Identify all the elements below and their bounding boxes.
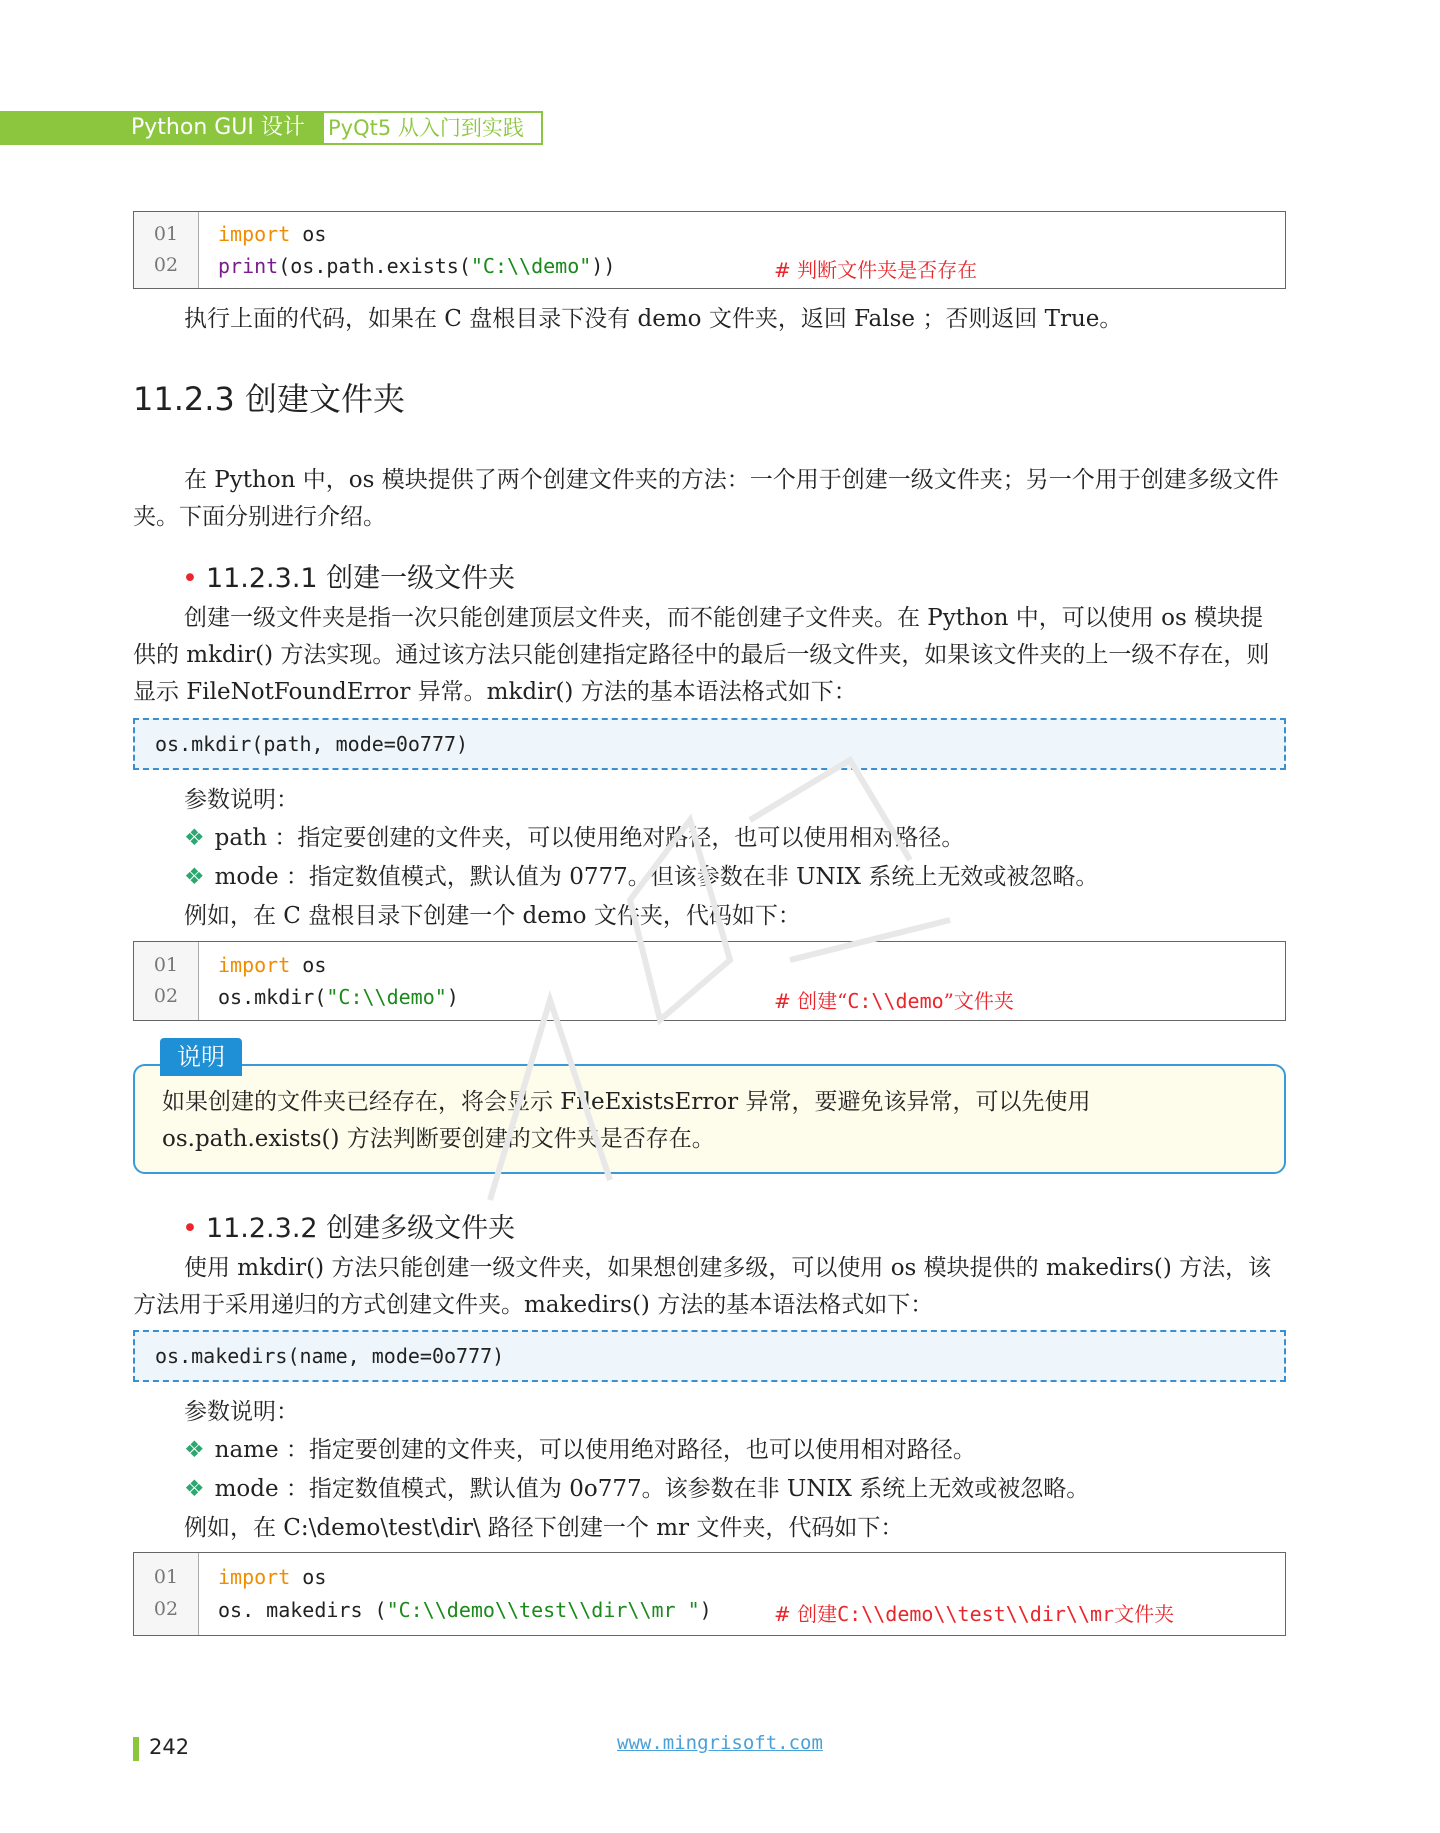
code-text: ) bbox=[699, 1598, 712, 1622]
note-tab: 说明 bbox=[160, 1038, 242, 1076]
book-subtitle: PyQt5 从入门到实践 bbox=[322, 111, 543, 145]
page-number: 242 bbox=[149, 1735, 190, 1759]
code-text: (os.path.exists( bbox=[278, 254, 471, 278]
code-line bbox=[218, 222, 326, 246]
code-string: "C:\\demo" bbox=[326, 985, 447, 1009]
code-comment: # 创建“C:\\demo”文件夹 bbox=[774, 989, 1014, 1013]
code-line bbox=[218, 1565, 326, 1589]
syntax-block: os.mkdir(path, mode=0o777) bbox=[133, 718, 1286, 770]
param-item: ❖ path ：指定要创建的文件夹，可以使用绝对路径，也可以使用相对路径。 bbox=[184, 825, 965, 851]
code-line bbox=[218, 985, 459, 1009]
diamond-bullet-icon: ❖ bbox=[184, 1437, 205, 1463]
diamond-bullet-icon: ❖ bbox=[184, 825, 205, 851]
line-number: 01 bbox=[153, 954, 179, 976]
line-number: 01 bbox=[153, 223, 179, 245]
line-number: 01 bbox=[153, 1566, 179, 1588]
book-title: Python GUI 设计 bbox=[0, 111, 322, 145]
subsection-title: 11.2.3.2 创建多级文件夹 bbox=[205, 1213, 516, 1244]
paragraph: 在 Python 中，os 模块提供了两个创建文件夹的方法：一个用于创建一级文件夹；另一个用于创建多级文件夹。下面分别进行介绍。 bbox=[133, 467, 1279, 530]
code-function: print bbox=[218, 254, 279, 278]
code-comment: # 判断文件夹是否存在 bbox=[774, 258, 978, 282]
param-item: ❖ mode ：指定数值模式，默认值为 0o777。该参数在非 UNIX 系统上无效或被忽略。 bbox=[184, 1476, 1090, 1502]
line-number: 02 bbox=[153, 254, 179, 276]
subsection-title: 11.2.3.1 创建一级文件夹 bbox=[205, 563, 516, 594]
params-label: 参数说明： bbox=[184, 1399, 299, 1425]
diamond-bullet-icon: ❖ bbox=[184, 864, 205, 890]
code-text: os.mkdir( bbox=[218, 985, 327, 1009]
param-item: ❖ mode ：指定数值模式，默认值为 0777。但该参数在非 UNIX 系统上无效或被忽略。 bbox=[184, 864, 1099, 890]
param-item: ❖ name ：指定要创建的文件夹，可以使用绝对路径，也可以使用相对路径。 bbox=[184, 1437, 976, 1463]
diamond-bullet-icon: ❖ bbox=[184, 1476, 205, 1502]
code-string: "C:\\demo" bbox=[470, 254, 592, 278]
code-text: os. makedirs ( bbox=[218, 1598, 387, 1622]
code-text: )) bbox=[591, 254, 616, 278]
code-block-mkdir bbox=[133, 941, 1286, 1021]
bullet-dot-icon: • bbox=[182, 563, 198, 594]
line-number: 02 bbox=[153, 1598, 179, 1620]
line-number: 02 bbox=[153, 985, 179, 1007]
code-text: os bbox=[290, 222, 327, 246]
footer-link[interactable]: www.mingrisoft.com bbox=[617, 1732, 823, 1754]
syntax-block: os.makedirs(name, mode=0o777) bbox=[133, 1330, 1286, 1382]
code-comment: # 创建C:\\demo\\test\\dir\\mr文件夹 bbox=[774, 1602, 1175, 1626]
code-line bbox=[218, 1598, 712, 1622]
code-keyword: import bbox=[218, 1565, 291, 1589]
code-keyword: import bbox=[218, 222, 291, 246]
code-block-exists bbox=[133, 211, 1286, 289]
code-text: ) bbox=[446, 985, 459, 1009]
section-heading: 11.2.3 创建文件夹 bbox=[133, 380, 405, 418]
code-line bbox=[218, 254, 615, 278]
bullet-dot-icon: • bbox=[182, 1213, 198, 1244]
code-block-makedirs bbox=[133, 1552, 1286, 1636]
paragraph: 创建一级文件夹是指一次只能创建顶层文件夹，而不能创建子文件夹。在 Python 中，可以使用 os 模块提供的 mkdir() 方法实现。通过该方法只能创建指定路径中的最后一级文件夹，如果该文件夹的上一级不存在，则显示 FileNotFoundError 异常。mkdir() 方法的基本语法格式如下： bbox=[133, 605, 1270, 705]
params-label: 参数说明： bbox=[184, 787, 299, 813]
paragraph: 执行上面的代码，如果在 C 盘根目录下没有 demo 文件夹，返回 False ；否则返回 True。 bbox=[184, 306, 1123, 332]
subsection-heading bbox=[182, 1206, 515, 1245]
code-keyword: import bbox=[218, 953, 291, 977]
paragraph: 例如，在 C:\demo\test\dir\ 路径下创建一个 mr 文件夹，代码如下： bbox=[184, 1515, 904, 1541]
paragraph: 使用 mkdir() 方法只能创建一级文件夹，如果想创建多级，可以使用 os 模块提供的 makedirs() 方法，该方法用于采用递归的方式创建文件夹。makedirs() 方法的基本语法格式如下： bbox=[133, 1255, 1272, 1318]
code-string: "C:\\demo\\test\\dir\\mr " bbox=[386, 1598, 700, 1622]
note-text: 如果创建的文件夹已经存在，将会显示 FileExistsError 异常，要避免该异常，可以先使用 os.path.exists() 方法判断要创建的文件夹是否存在。 bbox=[162, 1089, 1091, 1152]
page-number-bar bbox=[133, 1737, 139, 1761]
code-text: os bbox=[290, 1565, 327, 1589]
paragraph: 例如，在 C 盘根目录下创建一个 demo 文件夹，代码如下： bbox=[184, 903, 801, 929]
subsection-heading bbox=[182, 556, 515, 595]
code-text: os bbox=[290, 953, 327, 977]
code-line bbox=[218, 953, 326, 977]
